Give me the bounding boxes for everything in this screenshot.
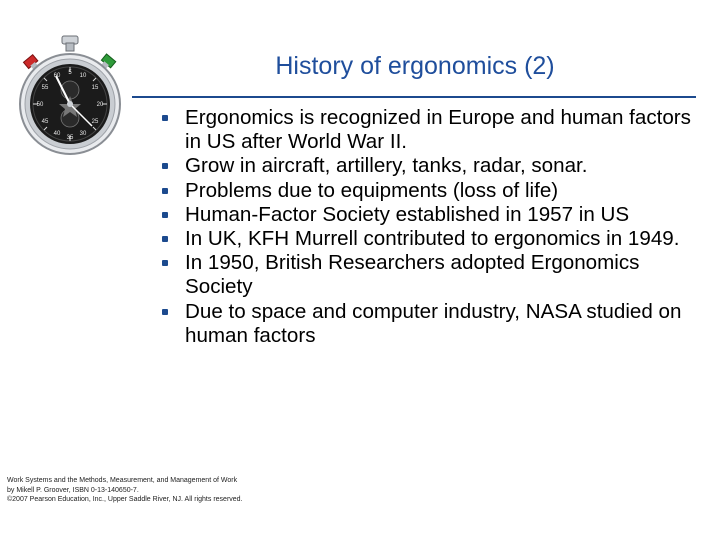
bullet-text: Problems due to equipments (loss of life) bbox=[185, 178, 559, 202]
dial-number: 15 bbox=[91, 85, 99, 91]
square-bullet-icon bbox=[162, 260, 168, 266]
bullet-item bbox=[160, 203, 700, 227]
bullet-text: In UK, KFH Murrell contributed to ergonomics in 1949. bbox=[185, 227, 680, 251]
bullet-text: In 1950, British Researchers adopted Ergonomics Society bbox=[185, 251, 640, 299]
bullet-item bbox=[160, 300, 700, 348]
bullet-list bbox=[160, 106, 700, 348]
bullet-item bbox=[160, 179, 700, 203]
slide-title: History of ergonomics (2) bbox=[275, 52, 555, 80]
bullet-item bbox=[160, 227, 700, 251]
bullet-item bbox=[160, 106, 700, 154]
footer-line: ©2007 Pearson Education, Inc., Upper Saddle River, NJ. All rights reserved. bbox=[7, 496, 243, 503]
dial-number: 40 bbox=[53, 131, 61, 137]
square-bullet-icon bbox=[162, 212, 168, 218]
dial-number: 50 bbox=[36, 102, 44, 108]
dial-number: 5 bbox=[68, 70, 72, 76]
dial-number: 20 bbox=[96, 102, 104, 108]
dial-number: 60 bbox=[53, 73, 61, 79]
bullet-text: Ergonomics is recognized in Europe and human factors in US after World War II. bbox=[185, 106, 691, 154]
bullet-text: Due to space and computer industry, NASA studied on human factors bbox=[185, 299, 682, 347]
copyright-footer bbox=[7, 476, 243, 505]
dial-number: 45 bbox=[41, 119, 49, 125]
square-bullet-icon bbox=[162, 188, 168, 194]
footer-line: by Mikell P. Groover, ISBN 0-13-140650-7. bbox=[7, 486, 139, 494]
bullet-text: Grow in aircraft, artillery, tanks, radar, sonar. bbox=[185, 154, 588, 178]
dial-number: 35 bbox=[66, 135, 74, 141]
square-bullet-icon bbox=[162, 236, 168, 242]
footer-line: Work Systems and the Methods, Measurement, and Management of Work bbox=[7, 477, 238, 484]
dial-number: 10 bbox=[79, 73, 87, 79]
stopwatch-icon bbox=[14, 34, 126, 156]
dial-number: 25 bbox=[91, 119, 99, 125]
dial-number: 30 bbox=[79, 131, 87, 137]
title-divider bbox=[132, 96, 696, 98]
bullet-text: Human-Factor Society established in 1957 in US bbox=[185, 202, 630, 226]
bullet-item bbox=[160, 154, 700, 178]
dial-number: 55 bbox=[41, 85, 49, 91]
square-bullet-icon bbox=[162, 309, 168, 315]
bullet-item bbox=[160, 251, 700, 299]
square-bullet-icon bbox=[162, 115, 168, 121]
square-bullet-icon bbox=[162, 163, 168, 169]
